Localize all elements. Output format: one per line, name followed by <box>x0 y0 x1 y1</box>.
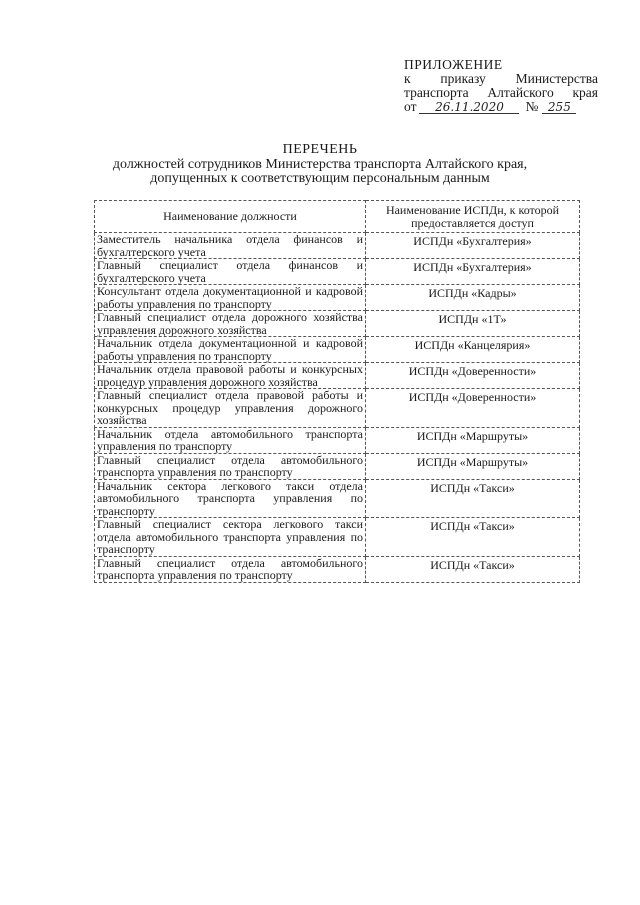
document-title: ПЕРЕЧЕНЬ <box>282 142 358 157</box>
table-row <box>95 479 580 518</box>
position-cell: Начальник отдела правовой работы и конкурсных процедур управления дорожного хозяйства <box>95 363 366 389</box>
column-header-position: Наименование должности <box>95 201 366 233</box>
ispdn-cell: ИСПДн «Маршруты» <box>366 427 580 453</box>
ispdn-cell: ИСПДн «Доверенности» <box>366 389 580 428</box>
appendix-block <box>404 58 598 114</box>
table-row <box>95 285 580 311</box>
ispdn-cell: ИСПДн «Кадры» <box>366 285 580 311</box>
position-cell: Главный специалист отдела финансов и бухгалтерского учета <box>95 259 366 285</box>
position-cell: Главный специалист отдела автомобильного транспорта управления по транспорту <box>95 453 366 479</box>
table-row <box>95 311 580 337</box>
ispdn-cell: ИСПДн «Маршруты» <box>366 453 580 479</box>
ispdn-cell: ИСПДн «1Т» <box>366 311 580 337</box>
ispdn-cell: ИСПДн «Такси» <box>366 518 580 557</box>
table-header-row <box>95 201 580 233</box>
table-row <box>95 389 580 428</box>
appendix-line-ministry: транспорта Алтайского края <box>404 85 598 100</box>
ispdn-cell: ИСПДн «Канцелярия» <box>366 337 580 363</box>
date-prefix: от <box>404 99 417 114</box>
position-cell: Начальник отдела документационной и кадровой работы управления по транспорту <box>95 337 366 363</box>
table-row <box>95 259 580 285</box>
position-cell: Консультант отдела документационной и кадровой работы управления по транспорту <box>95 285 366 311</box>
handwritten-date: 26.11.2020 <box>419 101 519 114</box>
table-row <box>95 518 580 557</box>
ispdn-cell: ИСПДн «Такси» <box>366 556 580 582</box>
ispdn-cell: ИСПДн «Бухгалтерия» <box>366 259 580 285</box>
column-header-ispdn: Наименование ИСПДн, к которой предоставляется доступ <box>366 201 580 233</box>
table-row <box>95 427 580 453</box>
appendix-date-line <box>404 100 598 114</box>
positions-table <box>94 200 580 583</box>
appendix-title: ПРИЛОЖЕНИЕ <box>404 57 503 72</box>
table-row <box>95 453 580 479</box>
position-cell: Заместитель начальника отдела финансов и бухгалтерского учета <box>95 233 366 259</box>
ispdn-cell: ИСПДн «Бухгалтерия» <box>366 233 580 259</box>
table-row <box>95 337 580 363</box>
position-cell: Главный специалист отдела дорожного хозяйства управления дорожного хозяйства <box>95 311 366 337</box>
position-cell: Главный специалист отдела автомобильного транспорта управления по транспорту <box>95 556 366 582</box>
position-cell: Главный специалист отдела правовой работы и конкурсных процедур управления дорожного хозяйства <box>95 389 366 428</box>
appendix-line-order: к приказу Министерства <box>404 71 598 86</box>
ispdn-cell: ИСПДн «Такси» <box>366 479 580 518</box>
position-cell: Начальник сектора легкового такси отдела автомобильного транспорта управления по транспорту <box>95 479 366 518</box>
document-subtitle-line2: допущенных к соответствующим персональным данным <box>150 171 490 186</box>
document-heading <box>0 143 640 186</box>
ispdn-cell: ИСПДн «Доверенности» <box>366 363 580 389</box>
position-cell: Главный специалист сектора легкового такси отдела автомобильного транспорта управления по транспорту <box>95 518 366 557</box>
position-cell: Начальник отдела автомобильного транспорта управления по транспорту <box>95 427 366 453</box>
table-row <box>95 363 580 389</box>
handwritten-number: 255 <box>542 101 576 114</box>
number-prefix: № <box>525 99 539 114</box>
document-subtitle-line1: должностей сотрудников Министерства транспорта Алтайского края, <box>112 157 528 172</box>
table-row <box>95 556 580 582</box>
table-row <box>95 233 580 259</box>
